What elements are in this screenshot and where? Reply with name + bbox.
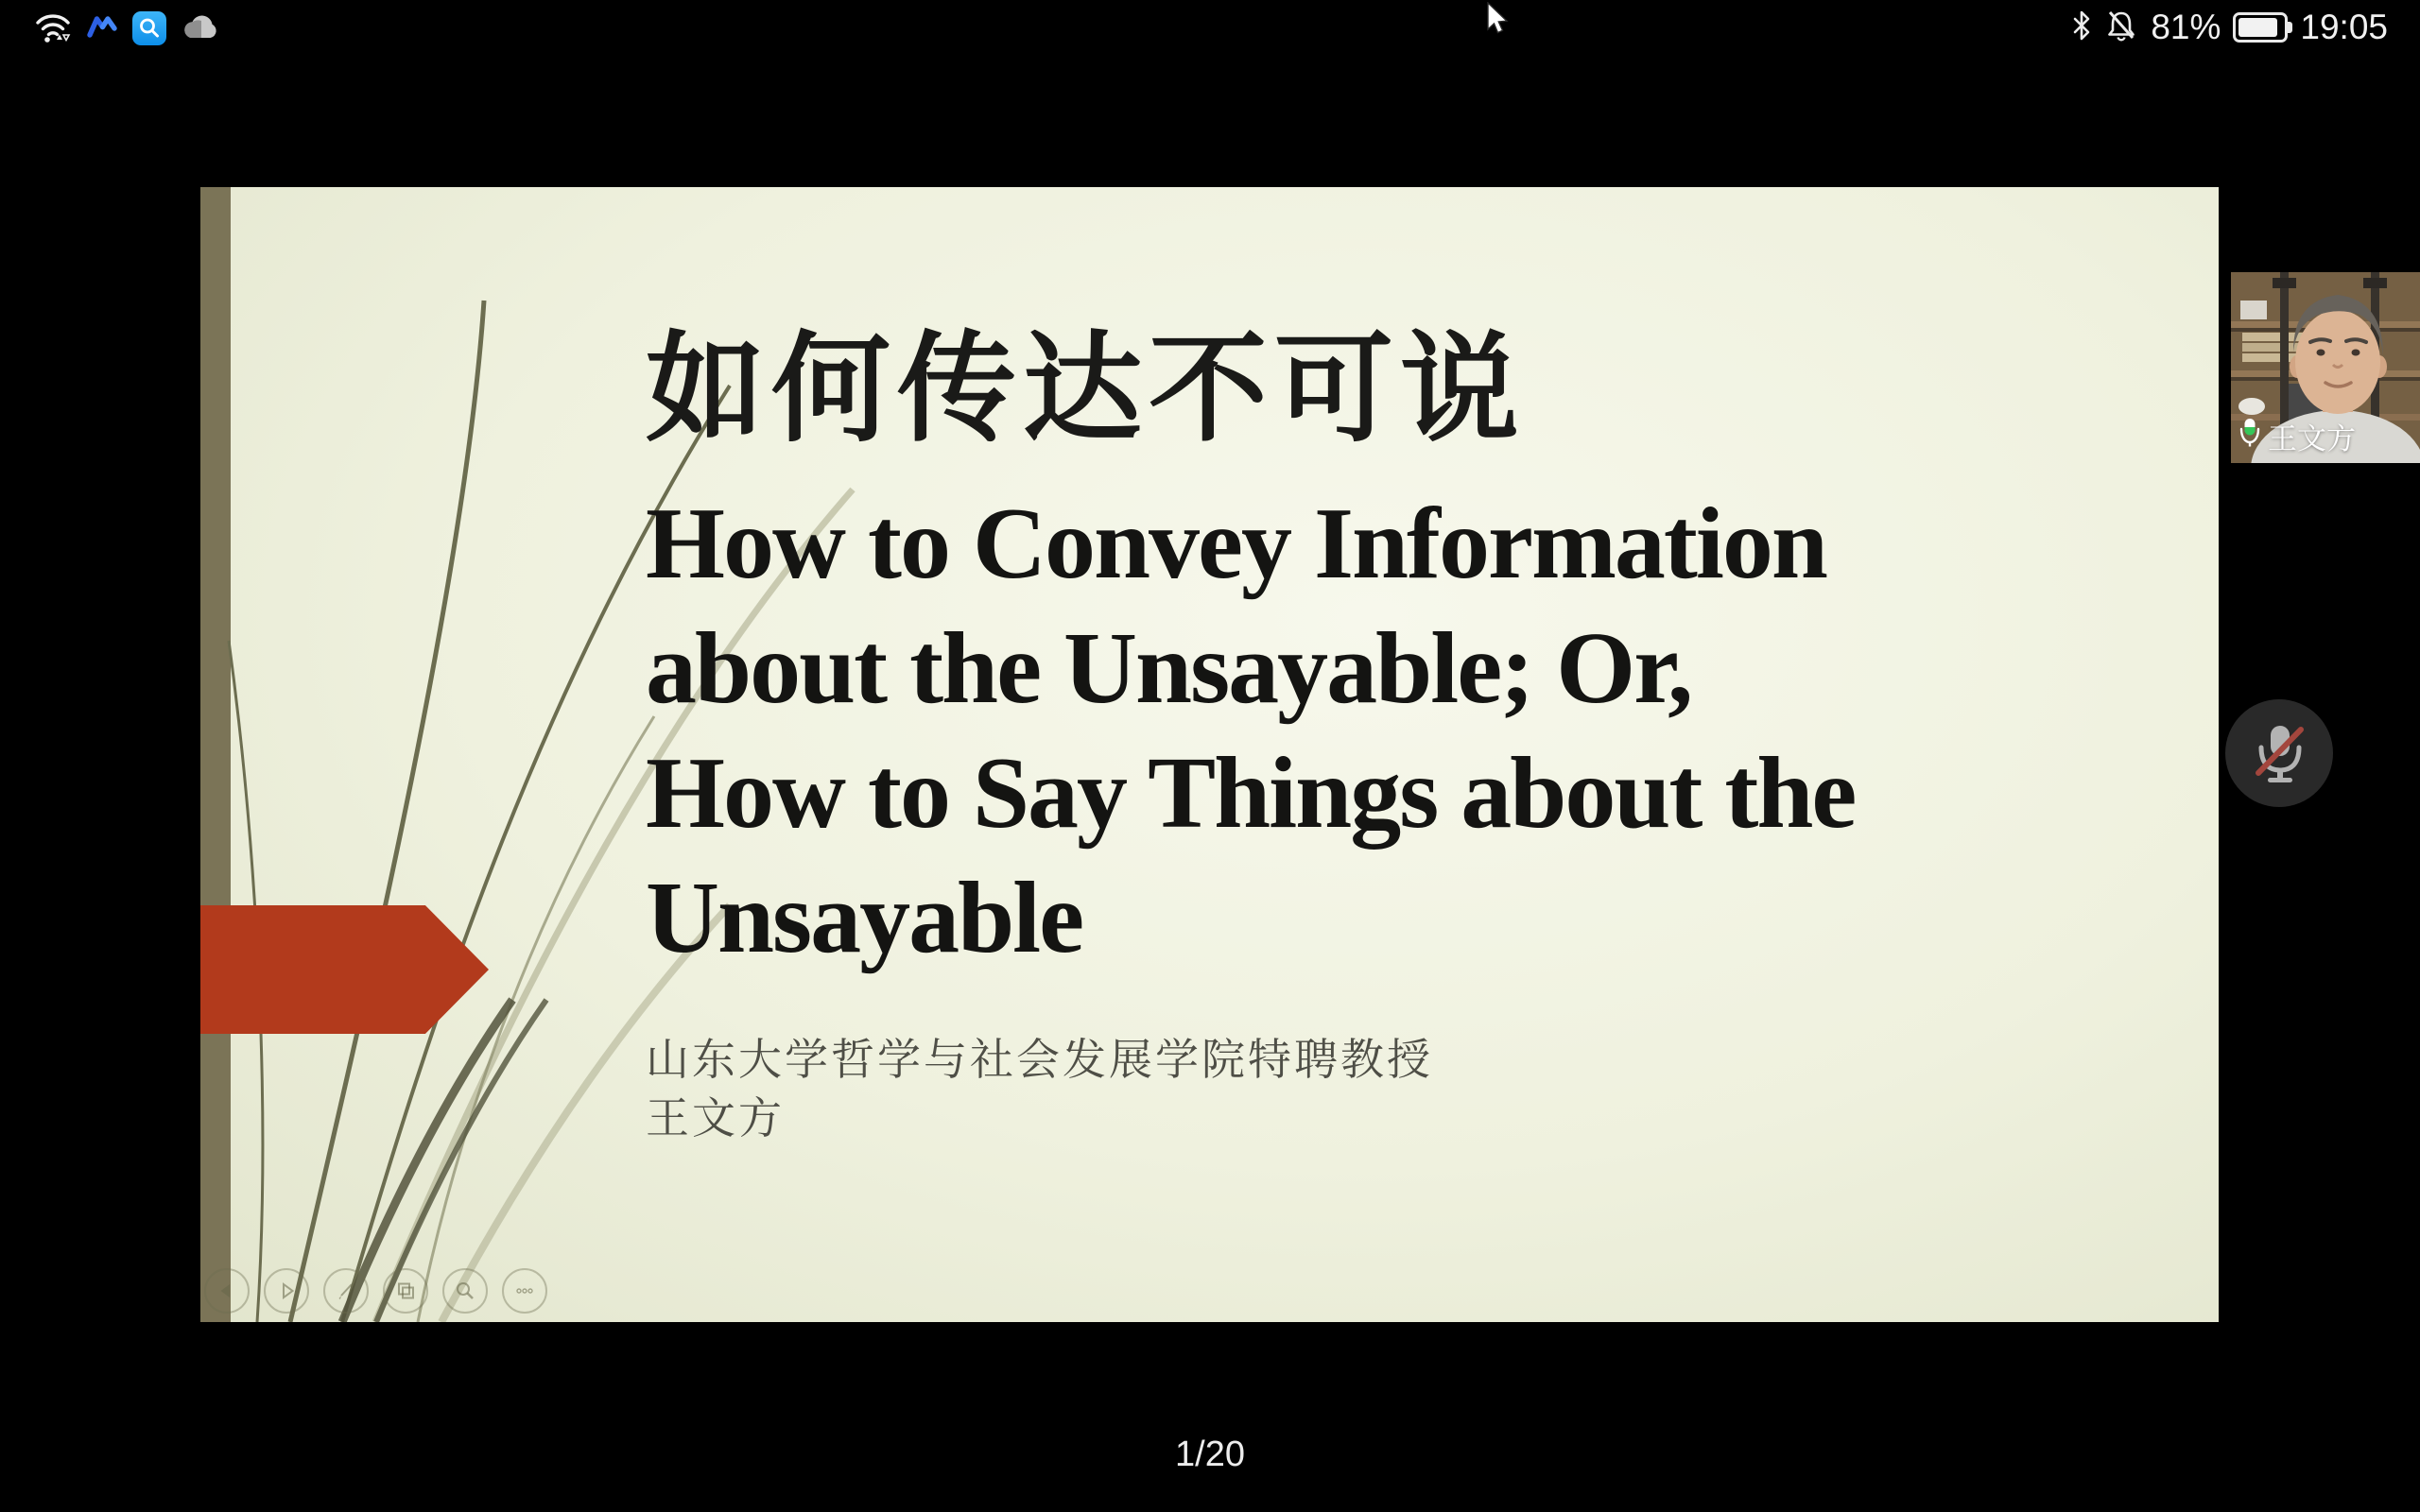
subtitle-line-1: 山东大学哲学与社会发展学院特聘教授 (646, 1035, 1433, 1084)
slide-panel-button[interactable] (383, 1268, 428, 1314)
subtitle-line-2: 王文方 (646, 1093, 785, 1143)
cloud-icon (182, 13, 221, 44)
more-options-button[interactable] (502, 1268, 547, 1314)
title-line-4: Unsayable (646, 862, 1083, 974)
clock: 19:05 (2300, 8, 2388, 46)
slide-title-english (646, 482, 1855, 981)
notifications-muted-icon (2104, 9, 2138, 47)
next-slide-button[interactable] (264, 1268, 309, 1314)
battery-percent: 81% (2151, 8, 2221, 46)
wifi-icon (34, 9, 72, 49)
presentation-slide (200, 187, 2219, 1322)
slide-page-indicator: 1/20 (1175, 1435, 1245, 1474)
status-bar-right (2071, 6, 2388, 49)
battery-icon (2233, 12, 2288, 43)
meeting-app-icon (87, 14, 117, 43)
title-line-2: about the Unsayable; Or, (646, 612, 1692, 725)
bluetooth-icon (2071, 9, 2092, 46)
title-line-1: How to Convey Information (646, 488, 1826, 600)
mouse-cursor (1486, 2, 1512, 43)
participant-name: 王文方 (2268, 422, 2356, 455)
slide-subtitle (646, 1030, 1433, 1147)
previous-slide-button[interactable] (204, 1268, 250, 1314)
participant-video-tile[interactable] (2231, 272, 2420, 463)
pen-annotate-button[interactable] (323, 1268, 369, 1314)
search-app-icon (132, 11, 166, 45)
slide-title-chinese: 如何传达不可说 (646, 322, 1526, 455)
microphone-muted-icon (2249, 721, 2309, 785)
status-bar-left (34, 8, 221, 49)
slide-toolbar (204, 1268, 547, 1314)
title-line-3: How to Say Things about the (646, 737, 1856, 850)
microphone-muted-button[interactable] (2225, 699, 2333, 807)
zoom-button[interactable] (442, 1268, 488, 1314)
participant-name-tag (2238, 415, 2356, 457)
participant-mic-icon (2238, 418, 2261, 455)
